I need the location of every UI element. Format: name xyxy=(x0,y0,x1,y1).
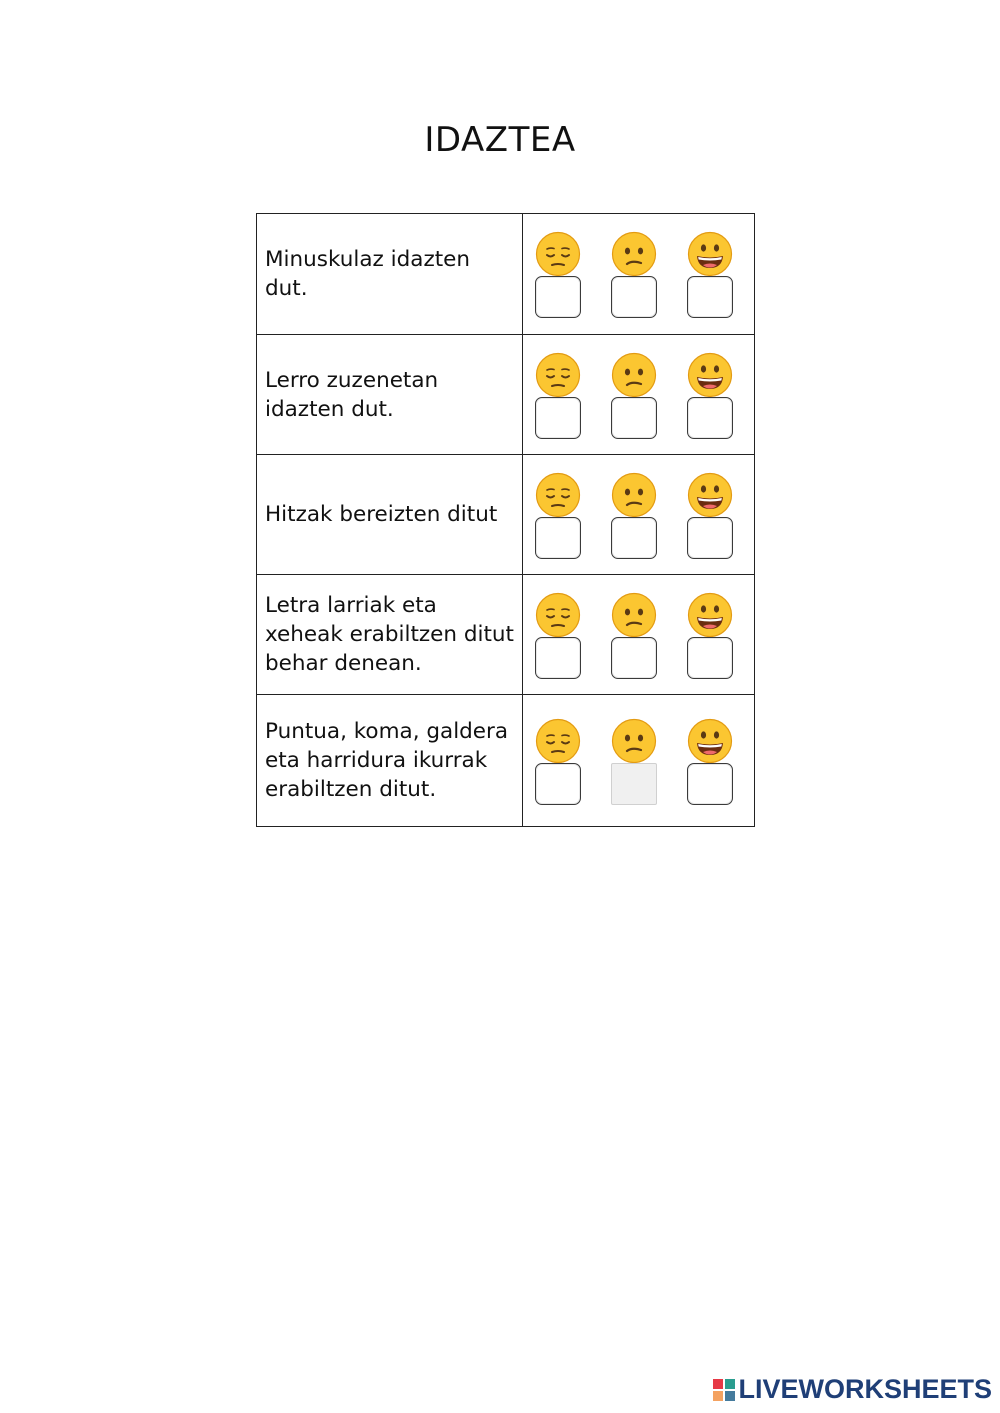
rating-option xyxy=(608,230,660,318)
rating-option xyxy=(532,591,584,679)
rating-option xyxy=(684,230,736,318)
pensive-face-icon xyxy=(534,471,582,519)
rating-checkbox[interactable] xyxy=(611,763,657,805)
rating-option xyxy=(684,717,736,805)
grinning-face-icon xyxy=(686,717,734,765)
confused-face-icon xyxy=(610,471,658,519)
table-row xyxy=(257,335,755,455)
table-row xyxy=(257,214,755,335)
rating-options xyxy=(523,471,754,559)
pensive-face-icon xyxy=(534,591,582,639)
statement-text: Hitzak bereizten ditut xyxy=(257,455,523,575)
rating-checkbox[interactable] xyxy=(687,276,733,318)
rating-checkbox[interactable] xyxy=(611,637,657,679)
rating-checkbox[interactable] xyxy=(535,637,581,679)
liveworksheets-logo xyxy=(713,1374,992,1405)
rating-checkbox[interactable] xyxy=(535,276,581,318)
table-row xyxy=(257,575,755,695)
rating-cell xyxy=(523,214,755,335)
table-row xyxy=(257,455,755,575)
rating-options xyxy=(523,230,754,318)
rating-checkbox[interactable] xyxy=(687,517,733,559)
rating-option xyxy=(684,471,736,559)
self-assessment-table xyxy=(256,213,755,827)
rating-option xyxy=(608,717,660,805)
statement-text: Puntua, koma, galdera eta harridura ikurrak erabiltzen ditut. xyxy=(257,695,523,827)
rating-checkbox[interactable] xyxy=(535,397,581,439)
rating-option xyxy=(608,351,660,439)
table-row xyxy=(257,695,755,827)
rating-option xyxy=(532,351,584,439)
rating-option xyxy=(608,591,660,679)
rating-options xyxy=(523,351,754,439)
rating-cell xyxy=(523,575,755,695)
grinning-face-icon xyxy=(686,230,734,278)
rating-checkbox[interactable] xyxy=(535,517,581,559)
rating-option xyxy=(684,591,736,679)
rating-option xyxy=(608,471,660,559)
rating-checkbox[interactable] xyxy=(611,397,657,439)
statement-text: Lerro zuzenetan idazten dut. xyxy=(257,335,523,455)
pensive-face-icon xyxy=(534,351,582,399)
rating-checkbox[interactable] xyxy=(687,763,733,805)
rating-options xyxy=(523,717,754,805)
rating-checkbox[interactable] xyxy=(611,517,657,559)
rating-options xyxy=(523,591,754,679)
liveworksheets-wordmark: LIVEWORKSHEETS xyxy=(738,1374,992,1404)
statement-text: Letra larriak eta xeheak erabiltzen ditut behar denean. xyxy=(257,575,523,695)
pensive-face-icon xyxy=(534,717,582,765)
rating-checkbox[interactable] xyxy=(535,763,581,805)
grinning-face-icon xyxy=(686,591,734,639)
liveworksheets-icon xyxy=(713,1379,735,1401)
confused-face-icon xyxy=(610,717,658,765)
rating-option xyxy=(532,230,584,318)
statement-text: Minuskulaz idazten dut. xyxy=(257,214,523,335)
rating-option xyxy=(532,717,584,805)
rating-option xyxy=(684,351,736,439)
rating-cell xyxy=(523,695,755,827)
rating-checkbox[interactable] xyxy=(687,637,733,679)
rating-checkbox[interactable] xyxy=(687,397,733,439)
rating-option xyxy=(532,471,584,559)
rating-checkbox[interactable] xyxy=(611,276,657,318)
confused-face-icon xyxy=(610,351,658,399)
page-title: IDAZTEA xyxy=(424,120,576,160)
grinning-face-icon xyxy=(686,351,734,399)
rating-cell xyxy=(523,455,755,575)
confused-face-icon xyxy=(610,230,658,278)
pensive-face-icon xyxy=(534,230,582,278)
grinning-face-icon xyxy=(686,471,734,519)
rating-cell xyxy=(523,335,755,455)
confused-face-icon xyxy=(610,591,658,639)
